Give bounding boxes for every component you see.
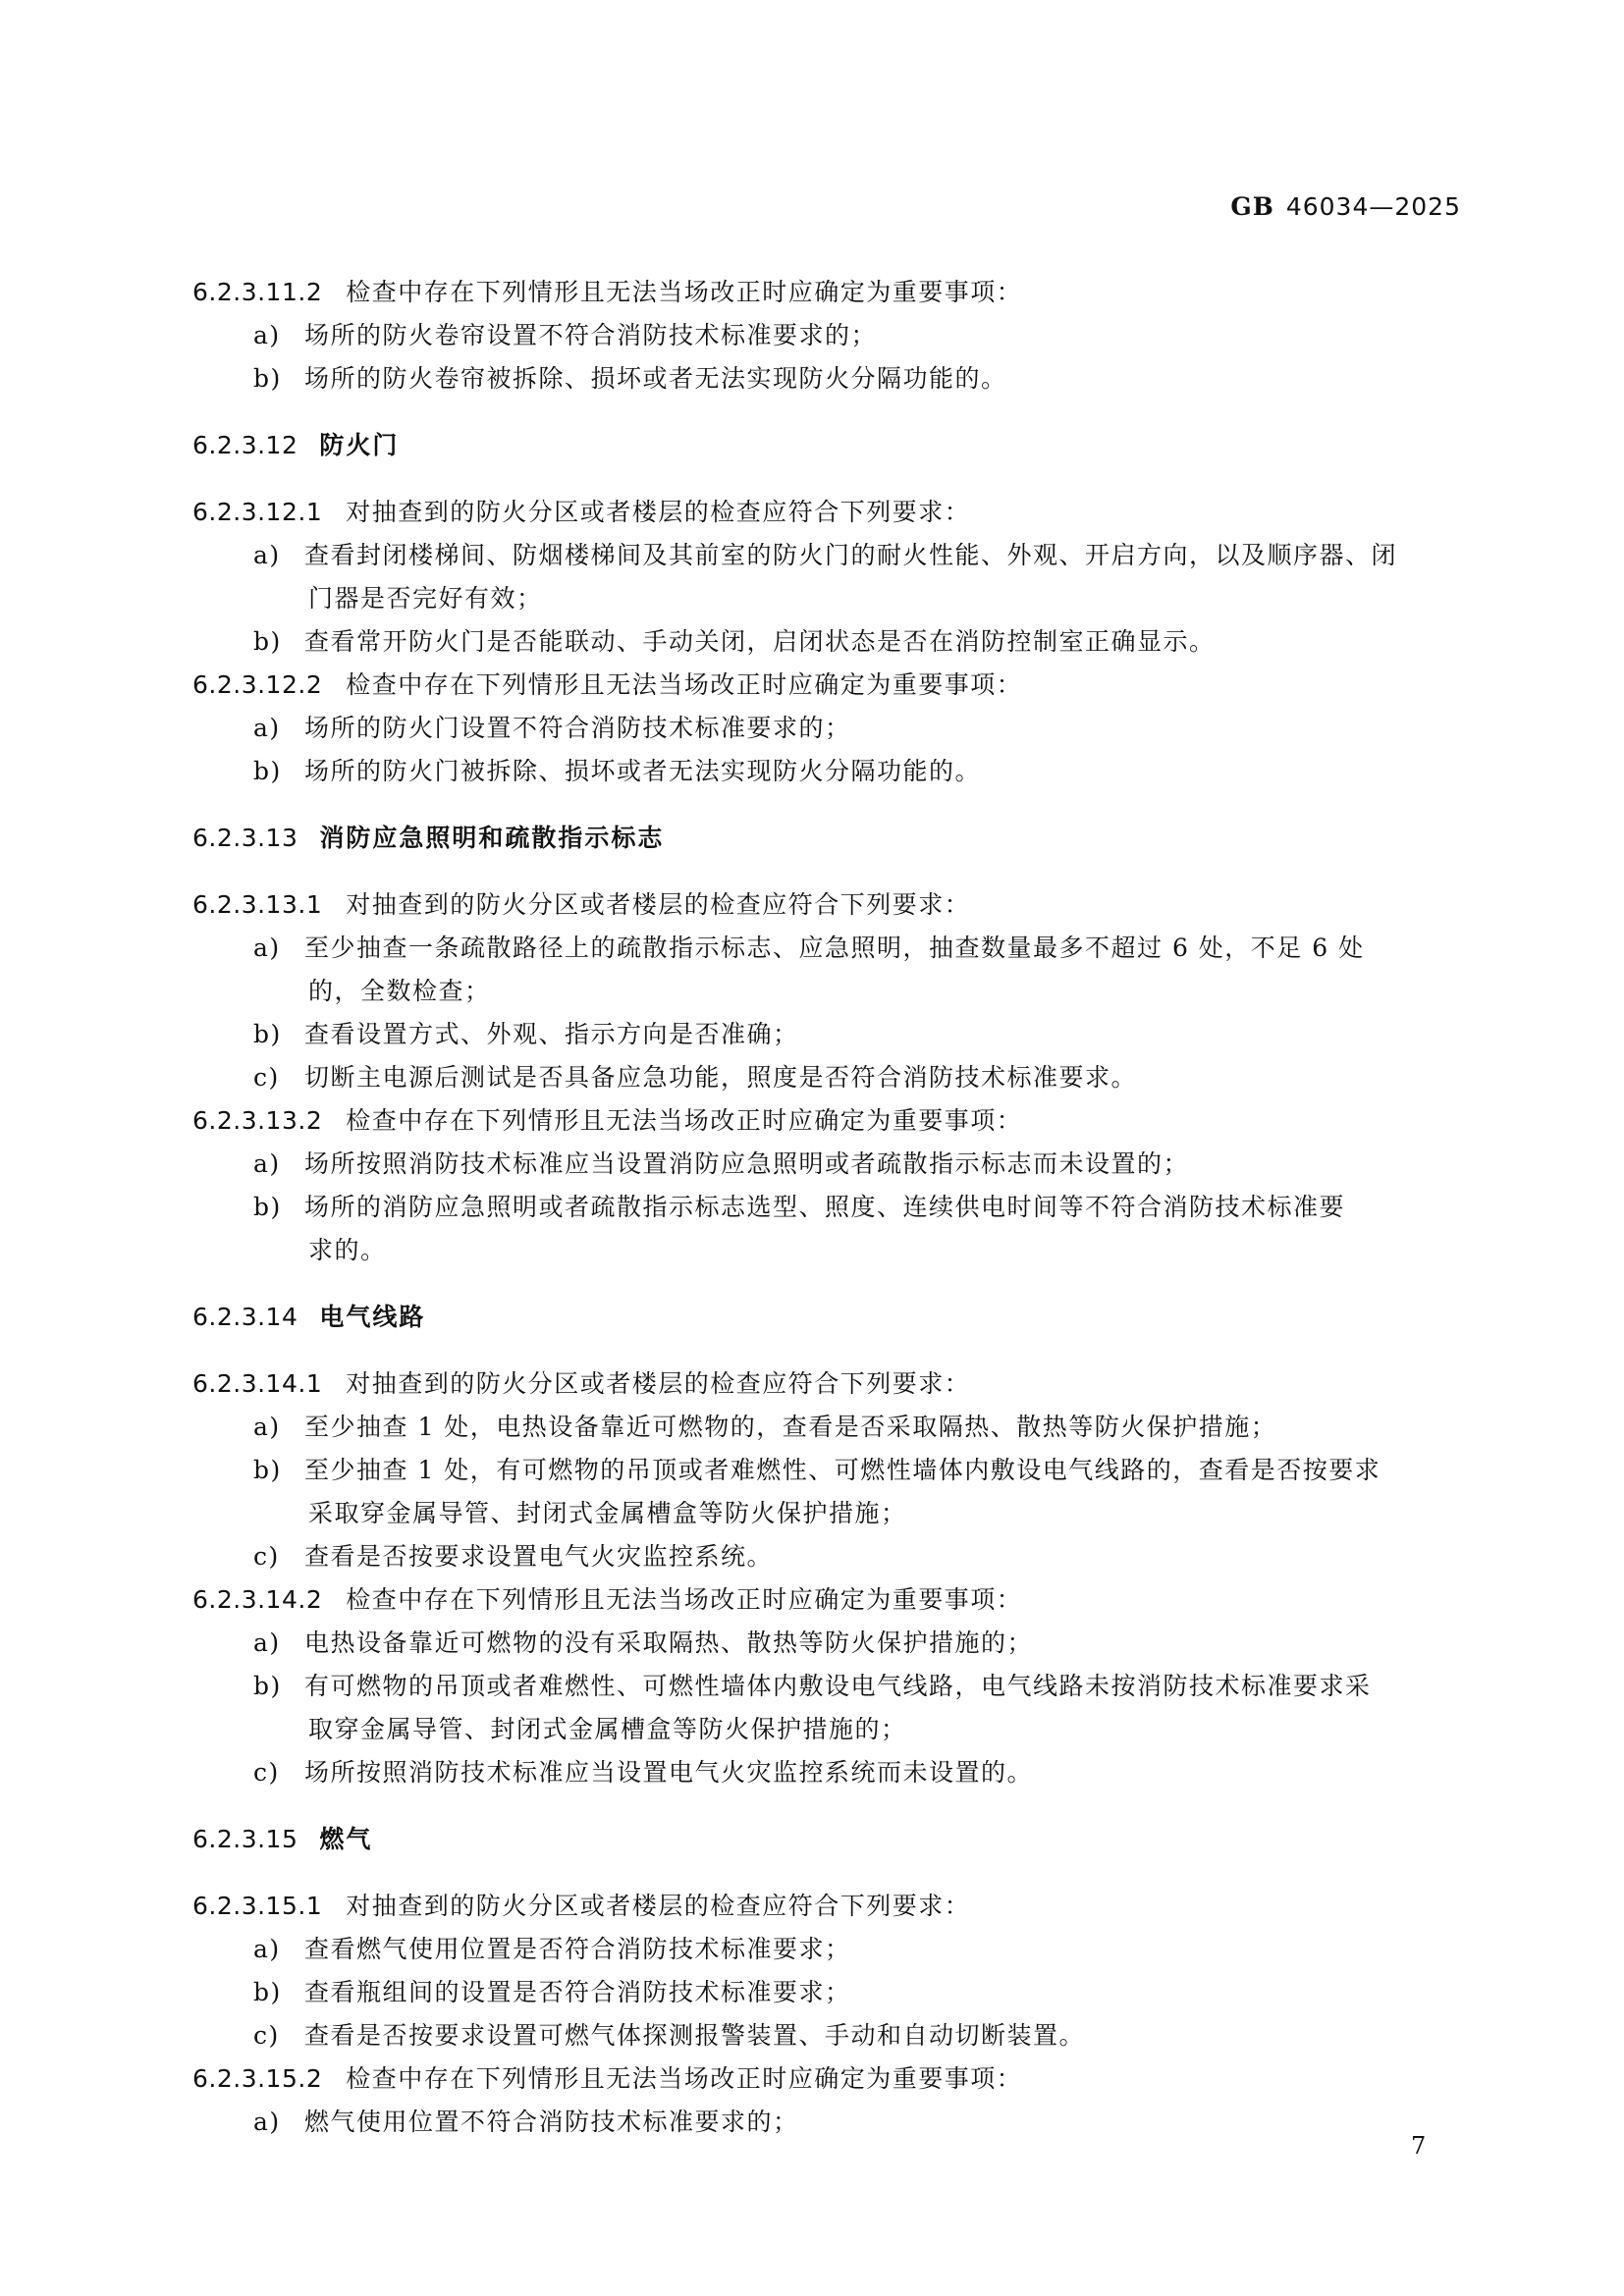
clause-number: 6.2.3.14 <box>192 1303 298 1331</box>
standard-prefix: GB <box>1230 192 1274 221</box>
list-item-marker: a) <box>253 1935 281 1963</box>
list-item-text: 查看设置方式、外观、指示方向是否准确； <box>304 1020 799 1048</box>
list-item-continuation <box>192 970 1461 1013</box>
clause-number: 6.2.3.13.1 <box>192 890 323 919</box>
heading-title: 电气线路 <box>319 1303 426 1331</box>
heading-title: 防火门 <box>319 431 400 459</box>
clause-line <box>192 883 1461 927</box>
section-heading <box>192 817 1461 860</box>
list-item <box>192 1406 1461 1449</box>
clause-line <box>192 1885 1461 1928</box>
list-item <box>192 1535 1461 1578</box>
list-item-text: 至少抽查 1 处，有可燃物的吊顶或者难燃性、可燃性墙体内敷设电气线路的，查看是否按要求 <box>304 1456 1381 1484</box>
clause-text: 检查中存在下列情形且无法当场改正时应确定为重要事项： <box>346 2064 1023 2093</box>
list-item <box>192 927 1461 970</box>
list-item-text: 查看常开防火门是否能联动、手动关闭，启闭状态是否在消防控制室正确显示。 <box>304 627 1216 656</box>
list-item <box>192 1622 1461 1665</box>
list-item-marker: a) <box>253 1149 281 1178</box>
standard-number: 46034—2025 <box>1285 192 1461 221</box>
list-item <box>192 1928 1461 1971</box>
clause-line <box>192 664 1461 707</box>
list-item-text: 至少抽查 1 处，电热设备靠近可燃物的，查看是否采取隔热、散热等防火保护措施； <box>304 1413 1277 1441</box>
list-item <box>192 2101 1461 2144</box>
list-item-continuation <box>192 577 1461 620</box>
clause-line <box>192 1362 1461 1406</box>
clause-text: 检查中存在下列情形且无法当场改正时应确定为重要事项： <box>346 1585 1023 1614</box>
clause-text: 对抽查到的防火分区或者楼层的检查应符合下列要求： <box>346 890 971 919</box>
list-item-marker: c) <box>253 1758 280 1787</box>
list-item-marker: a) <box>253 714 281 742</box>
list-item-text: 场所的防火门被拆除、损坏或者无法实现防火分隔功能的。 <box>304 757 982 785</box>
list-item <box>192 314 1461 357</box>
clause-number: 6.2.3.15.2 <box>192 2064 323 2093</box>
section-heading <box>192 1296 1461 1339</box>
list-item-marker: b) <box>253 364 282 393</box>
list-item-marker: c) <box>253 1063 280 1092</box>
list-item-text: 求的。 <box>308 1236 387 1264</box>
clause-text: 检查中存在下列情形且无法当场改正时应确定为重要事项： <box>346 278 1023 306</box>
clause-line <box>192 491 1461 534</box>
list-item-continuation <box>192 1492 1461 1535</box>
section-heading <box>192 424 1461 467</box>
clause-number: 6.2.3.12.2 <box>192 670 323 699</box>
document-body <box>192 271 1461 2144</box>
list-item <box>192 620 1461 664</box>
list-item-marker: b) <box>253 627 282 656</box>
list-item-text: 查看是否按要求设置电气火灾监控系统。 <box>304 1542 774 1571</box>
list-item-text: 的，全数检查； <box>308 977 491 1005</box>
list-item-text: 场所的消防应急照明或者疏散指示标志选型、照度、连续供电时间等不符合消防技术标准要 <box>304 1193 1346 1221</box>
list-item-text: 查看燃气使用位置是否符合消防技术标准要求； <box>304 1935 851 1963</box>
list-item <box>192 2014 1461 2057</box>
clause-text: 对抽查到的防火分区或者楼层的检查应符合下列要求： <box>346 1892 971 1920</box>
list-item <box>192 1186 1461 1229</box>
list-item-marker: b) <box>253 1020 282 1048</box>
heading-title: 消防应急照明和疏散指示标志 <box>319 824 665 852</box>
list-item <box>192 1665 1461 1708</box>
list-item-text: 查看瓶组间的设置是否符合消防技术标准要求； <box>304 1978 851 2006</box>
list-item <box>192 750 1461 793</box>
clause-number: 6.2.3.15 <box>192 1825 298 1853</box>
list-item <box>192 707 1461 750</box>
clause-number: 6.2.3.14.1 <box>192 1369 323 1398</box>
list-item-text: 电热设备靠近可燃物的没有采取隔热、散热等防火保护措施的； <box>304 1629 1034 1657</box>
clause-number: 6.2.3.14.2 <box>192 1585 323 1614</box>
clause-number: 6.2.3.15.1 <box>192 1892 323 1920</box>
clause-line <box>192 2057 1461 2101</box>
clause-line <box>192 1099 1461 1143</box>
list-item-text: 有可燃物的吊顶或者难燃性、可燃性墙体内敷设电气线路，电气线路未按消防技术标准要求采 <box>304 1672 1372 1700</box>
clause-text: 对抽查到的防火分区或者楼层的检查应符合下列要求： <box>346 1369 971 1398</box>
list-item <box>192 1143 1461 1186</box>
list-item-text: 查看是否按要求设置可燃气体探测报警装置、手动和自动切断装置。 <box>304 2021 1086 2050</box>
list-item-marker: a) <box>253 541 281 569</box>
list-item-marker: a) <box>253 1629 281 1657</box>
section-heading <box>192 1818 1461 1861</box>
list-item-marker: b) <box>253 1978 282 2006</box>
list-item-marker: a) <box>253 321 281 349</box>
standard-code <box>1230 192 1461 221</box>
list-item-text: 门器是否完好有效； <box>308 584 543 613</box>
list-item-marker: c) <box>253 2021 280 2050</box>
list-item-text: 场所的防火卷帘被拆除、损坏或者无法实现防火分隔功能的。 <box>304 364 1007 393</box>
list-item-marker: b) <box>253 1456 282 1484</box>
list-item <box>192 1449 1461 1492</box>
list-item-marker: a) <box>253 2108 281 2136</box>
clause-number: 6.2.3.12.1 <box>192 498 323 526</box>
list-item-text: 场所的防火门设置不符合消防技术标准要求的； <box>304 714 851 742</box>
list-item <box>192 1971 1461 2014</box>
list-item-marker: a) <box>253 934 281 962</box>
list-item <box>192 1751 1461 1794</box>
clause-number: 6.2.3.13.2 <box>192 1106 323 1135</box>
list-item-marker: b) <box>253 757 282 785</box>
page-number: 7 <box>1411 2132 1427 2160</box>
list-item-marker: a) <box>253 1413 281 1441</box>
clause-number: 6.2.3.13 <box>192 824 298 852</box>
clause-number: 6.2.3.11.2 <box>192 278 323 306</box>
clause-line <box>192 1578 1461 1622</box>
clause-line <box>192 271 1461 314</box>
list-item-marker: b) <box>253 1193 282 1221</box>
list-item-text: 查看封闭楼梯间、防烟楼梯间及其前室的防火门的耐火性能、外观、开启方向，以及顺序器、闭 <box>304 541 1398 569</box>
list-item-text: 场所的防火卷帘设置不符合消防技术标准要求的； <box>304 321 878 349</box>
clause-text: 检查中存在下列情形且无法当场改正时应确定为重要事项： <box>346 1106 1023 1135</box>
list-item-text: 场所按照消防技术标准应当设置消防应急照明或者疏散指示标志而未设置的； <box>304 1149 1190 1178</box>
list-item-text: 取穿金属导管、封闭式金属槽盒等防火保护措施的； <box>308 1715 907 1743</box>
list-item-text: 切断主电源后测试是否具备应急功能，照度是否符合消防技术标准要求。 <box>304 1063 1138 1092</box>
clause-text: 对抽查到的防火分区或者楼层的检查应符合下列要求： <box>346 498 971 526</box>
clause-number: 6.2.3.12 <box>192 431 298 459</box>
list-item-text: 燃气使用位置不符合消防技术标准要求的； <box>304 2108 799 2136</box>
list-item-text: 场所按照消防技术标准应当设置电气火灾监控系统而未设置的。 <box>304 1758 1034 1787</box>
list-item-text: 至少抽查一条疏散路径上的疏散指示标志、应急照明，抽查数量最多不超过 6 处，不足 6 处 <box>304 934 1365 962</box>
list-item-marker: c) <box>253 1542 280 1571</box>
list-item-continuation <box>192 1708 1461 1751</box>
list-item <box>192 1056 1461 1099</box>
heading-title: 燃气 <box>319 1825 373 1853</box>
list-item-continuation <box>192 1229 1461 1272</box>
list-item <box>192 357 1461 400</box>
list-item <box>192 1013 1461 1056</box>
clause-text: 检查中存在下列情形且无法当场改正时应确定为重要事项： <box>346 670 1023 699</box>
list-item-marker: b) <box>253 1672 282 1700</box>
list-item-text: 采取穿金属导管、封闭式金属槽盒等防火保护措施； <box>308 1499 907 1527</box>
list-item <box>192 534 1461 577</box>
